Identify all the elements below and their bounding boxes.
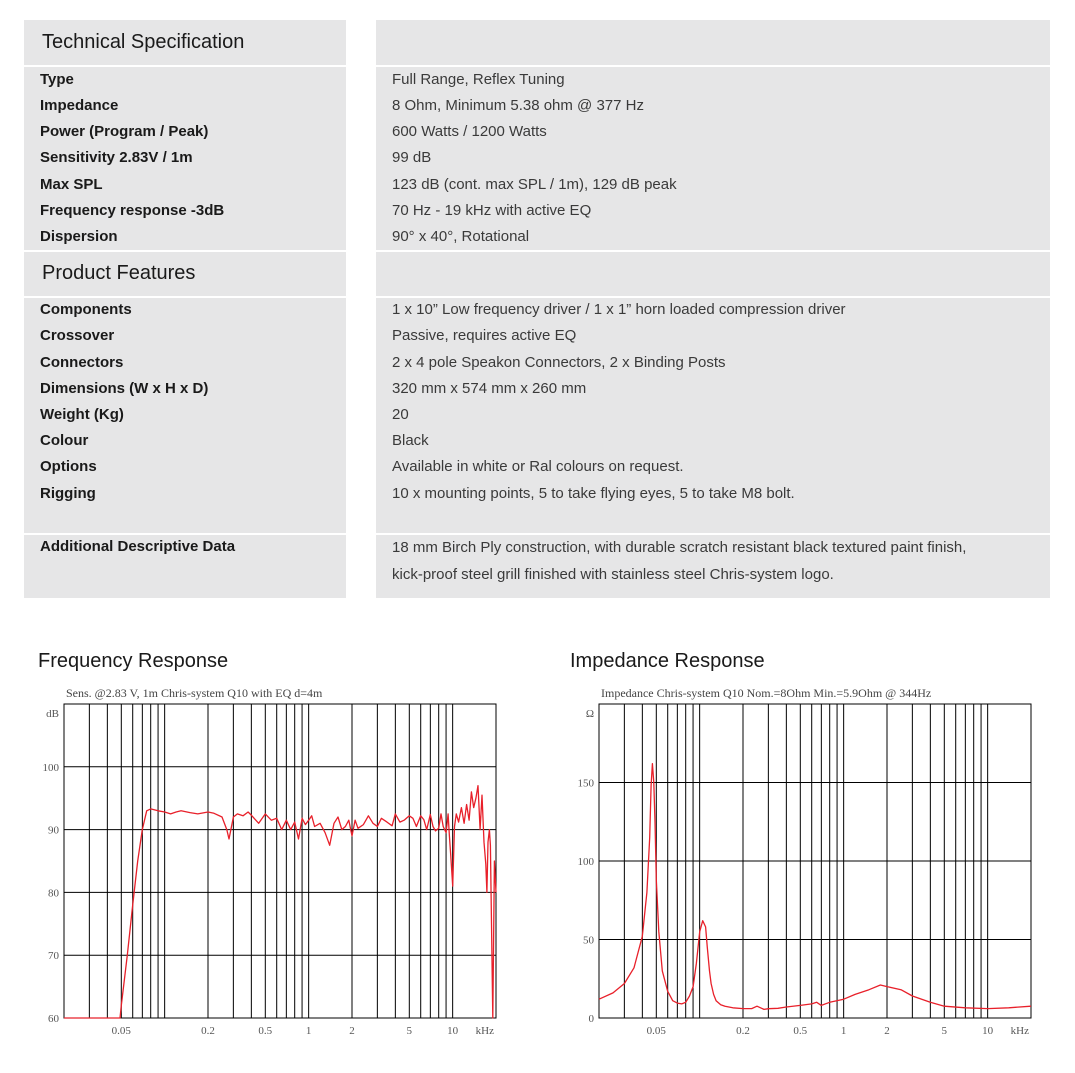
spec-value-sensitivity: 99 dB — [392, 149, 432, 166]
spec-value-additional — [392, 534, 1032, 588]
spec-label-additional: Additional Descriptive Data — [40, 538, 236, 555]
spec-value-weight: 20 — [392, 406, 409, 423]
spec-label-impedance: Impedance — [40, 97, 119, 114]
spec-value-type: Full Range, Reflex Tuning — [392, 71, 565, 88]
impedance-x-tick-label: 0.5 — [793, 1025, 808, 1037]
frequency-response-heading: Frequency Response — [38, 650, 229, 672]
spec-label-type: Type — [40, 71, 74, 88]
spec-value-impedance: 8 Ohm, Minimum 5.38 ohm @ 377 Hz — [392, 97, 644, 114]
technical-specification-heading: Technical Specification — [42, 31, 245, 53]
spec-value-max-spl: 123 dB (cont. max SPL / 1m), 129 dB peak — [392, 176, 677, 193]
frequency-x-tick-label: 5 — [406, 1025, 413, 1037]
product-features-heading: Product Features — [42, 262, 196, 284]
spec-value-rigging: 10 x mounting points, 5 to take flying eyes, 5 to take M8 bolt. — [392, 485, 795, 502]
spec-value-frequency-response: 70 Hz - 19 kHz with active EQ — [392, 202, 592, 219]
spec-value-connectors: 2 x 4 pole Speakon Connectors, 2 x Binding Posts — [392, 354, 726, 371]
spec-label-rigging: Rigging — [40, 485, 96, 502]
spec-value-crossover: Passive, requires active EQ — [392, 327, 577, 344]
impedance-x-tick-label: 2 — [884, 1025, 890, 1037]
spec-value-components: 1 x 10” Low frequency driver / 1 x 1” horn loaded compression driver — [392, 301, 846, 318]
spec-value-options: Available in white or Ral colours on request. — [392, 458, 684, 475]
impedance-x-tick-label: 1 — [840, 1025, 847, 1037]
spec-value-power: 600 Watts / 1200 Watts — [392, 123, 547, 140]
frequency-x-tick-label: 0.05 — [111, 1025, 131, 1037]
frequency-y-tick-label: 100 — [42, 761, 59, 774]
spec-label-weight: Weight (Kg) — [40, 406, 124, 423]
impedance-x-tick-label: 10 — [982, 1025, 994, 1037]
frequency-y-tick-label: 60 — [48, 1013, 59, 1025]
spec-label-dimensions: Dimensions (W x H x D) — [40, 380, 209, 397]
spec-label-dispersion: Dispersion — [40, 228, 118, 245]
frequency-y-tick-label: 70 — [48, 950, 59, 963]
frequency-x-tick-label: 0.5 — [258, 1025, 273, 1037]
spec-label-connectors: Connectors — [40, 354, 124, 371]
frequency-chart-subtitle: Sens. @2.83 V, 1m Chris-system Q10 with EQ d=4m — [66, 686, 323, 700]
impedance-x-tick-label: 0.2 — [736, 1025, 750, 1037]
divider — [24, 65, 1050, 67]
spec-label-power: Power (Program / Peak) — [40, 123, 209, 140]
frequency-y-axis-label: dB — [46, 708, 59, 720]
frequency-response-chart — [30, 680, 510, 1040]
spec-value-dispersion: 90° x 40°, Rotational — [392, 228, 530, 245]
spec-label-options: Options — [40, 458, 97, 475]
frequency-x-tick-label: 0.2 — [201, 1025, 215, 1037]
impedance-x-axis-unit: kHz — [1010, 1025, 1029, 1037]
divider — [24, 296, 1050, 298]
spec-value-colour: Black — [392, 432, 429, 449]
spec-value-dimensions: 320 mm x 574 mm x 260 mm — [392, 380, 587, 397]
impedance-response-chart — [565, 680, 1045, 1040]
divider — [24, 250, 1050, 252]
frequency-x-tick-label: 10 — [447, 1025, 459, 1037]
spec-label-frequency-response: Frequency response -3dB — [40, 202, 225, 219]
spec-label-colour: Colour — [40, 432, 89, 449]
frequency-plot-area — [64, 704, 496, 1018]
impedance-y-axis-label: Ω — [585, 708, 594, 720]
additional-line-2: kick-proof steel grill finished with stainless steel Chris-system logo. — [392, 566, 834, 583]
additional-line-1: 18 mm Birch Ply construction, with durable scratch resistant black textured paint finish, — [392, 539, 967, 556]
frequency-x-axis-unit: kHz — [475, 1025, 494, 1037]
impedance-x-tick-label: 5 — [941, 1025, 948, 1037]
frequency-y-tick-label: 80 — [48, 887, 59, 900]
frequency-x-tick-label: 2 — [349, 1025, 355, 1037]
spec-label-sensitivity: Sensitivity 2.83V / 1m — [40, 149, 193, 166]
impedance-y-tick-label: 50 — [583, 934, 594, 947]
frequency-y-tick-label: 90 — [48, 824, 59, 837]
impedance-response-heading: Impedance Response — [570, 650, 765, 672]
impedance-y-tick-label: 150 — [577, 777, 594, 790]
specification-table — [24, 20, 1050, 598]
impedance-chart-subtitle: Impedance Chris-system Q10 Nom.=8Ohm Min.=5.9Ohm @ 344Hz — [601, 686, 932, 700]
impedance-y-tick-label: 0 — [588, 1013, 594, 1025]
spec-label-max-spl: Max SPL — [40, 176, 103, 193]
impedance-x-tick-label: 0.05 — [646, 1025, 666, 1037]
impedance-y-tick-label: 100 — [577, 856, 594, 868]
spec-label-components: Components — [40, 301, 132, 318]
frequency-x-tick-label: 1 — [305, 1025, 312, 1037]
spec-label-crossover: Crossover — [40, 327, 115, 344]
